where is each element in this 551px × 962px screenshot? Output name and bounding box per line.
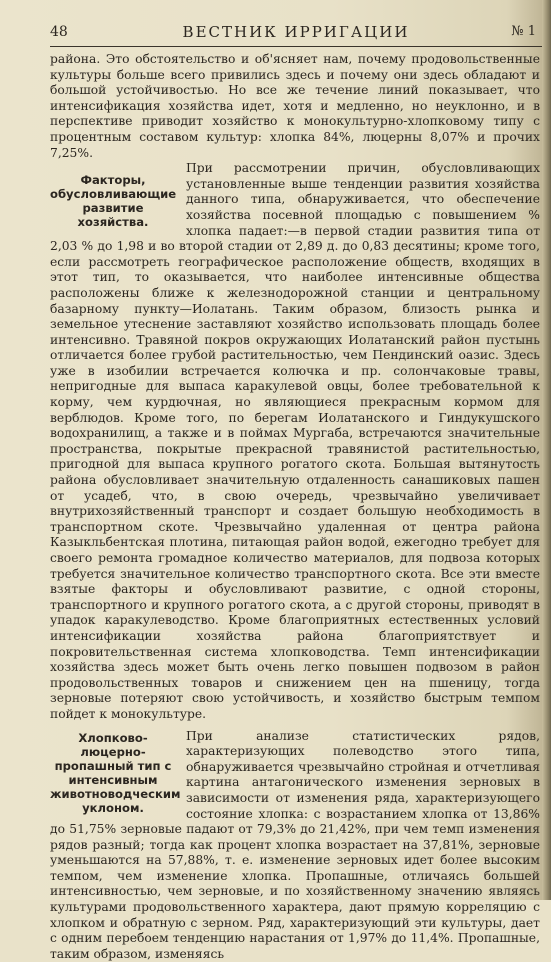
journal-title: ВЕСТНИК ИРРИГАЦИИ — [182, 23, 410, 41]
side-heading-type: Хлопково-люцерно-пропашный тип с интенсивным животноводческим уклоном. — [50, 730, 181, 815]
paragraph-1: района. Это обстоятельство и об'ясняет нам, почему продовольственные культуры больше всего привились здесь и почему они здесь обладают и большой устойчивостью. Но все же течение линий показывает, что интенсификация хозяйства идет, хотя и медленно, но неуклонно, и в перспективе приводит хозяйство к монокультурно-хлопковому типу с процентным составом культур: хлопка 84%, люцерны 8,07% и прочих 7,25%. — [50, 52, 540, 160]
issue-number: № 1 — [511, 24, 536, 39]
running-header — [50, 20, 542, 47]
article-body — [50, 52, 540, 962]
side-heading-factors: Факторы, обусловливающие развитие хозяйства. — [50, 173, 177, 230]
page-edge-shadow — [542, 0, 551, 900]
paragraph-2: При рассмотрении причин, обусловливающих установленные выше тенденции развития хозяйства данного типа, обнаруживается, что обеспечение хозяйства посевной площадью с повышением % хлопка падает:—в первой стадии развития типа от 2,03 % до 1,98 и во второй стадии от 2,89 д. до 0,83 десятины; кроме того, если рассмотреть географическое расположение обществ, входящих в этот тип, то оказывается, что наиболее интенсивные общества расположены ближе к железнодорожной станции и центральному базарному пункту—Иолатань. Таким образом, близость рынка и земельное утеснение заставляют хозяйство использовать площадь более интенсивно. Травяной покров окружающих Иолатанский район пустынь отличается более грубой растительностью, чем Пендинский оазис. Здесь уже в изобилии встречается колючка и пр. солончаковые травы, непригодные для выпаса каракулевой овцы, более требовательной к корму, чем курдючная, но являющиеся прекрасным кормом для верблюдов. Кроме того, по берегам Иолатанского и Гиндукушского водохранилищ, а также и в поймах Мургаба, встречаются значительные пространства, покрытые прекрасной травянистой растительностью, пригодной для выпаса крупного рогатого скота. Большая вытянутость района обусловливает значительную отдаленность санашиковых пашен от усадеб, что, в свою очередь, чрезвычайно увеличивает внутрихозяйственный транспорт и создает большую необходимость в транспортном скоте. Чрезвычайно удаленная от центра района Казыкльбентская плотина, питающая район водой, ежегодно требует для своего ремонта громадное количество материалов, для подвоза которых требуется значительное количество транспортного скота. Все эти вместе взятые факторы и обусловливают развитие, с одной стороны, транспортного и крупного рогатого скота, а с другой стороны, приводят в упадок каракулеводство. Кроме благоприятных естественных условий интенсификации хозяйства района благоприятствует и покровительственная система хлопководства. Темп интенсификации хозяйства здесь может быть очень легко повышен подвозом в район продовольственных товаров и снижением цен на пшеницу, тогда зерновые потеряют свою устойчивость, и хозяйство быстрым темпом пойдет к монокультуре. — [50, 161, 540, 721]
paragraph-3: При анализе статистических рядов, характеризующих полеводство этого типа, обнаруживается чрезвычайно стройная и отчетливая картина антагонического изменения зерновых в зависимости от изменения ряда, характеризующего состояние хлопка: с возрастанием хлопка от 13,86% до 51,75% зерновые падают от 79,3% до 21,42%, при чем темп изменения рядов разный; тогда как процент хлопка возрастает на 37,81%, зерновые уменьшаются на 57,88%, т. е. изменение зерновых идет более высоким темпом, чем изменение хлопка. Пропашные, отличаясь большей интенсивностью, чем зерновые, и по хозяйственному значению являясь культурами продовольственного характера, дают прямую корреляцию с хлопком и обратную с зерном. Ряд, характеризующий эти культуры, дает с одним перебоем тенденцию нарастания от 1,97% до 11,4%. Пропашные, таким образом, изменяясь — [50, 728, 540, 961]
page-number: 48 — [50, 24, 68, 40]
